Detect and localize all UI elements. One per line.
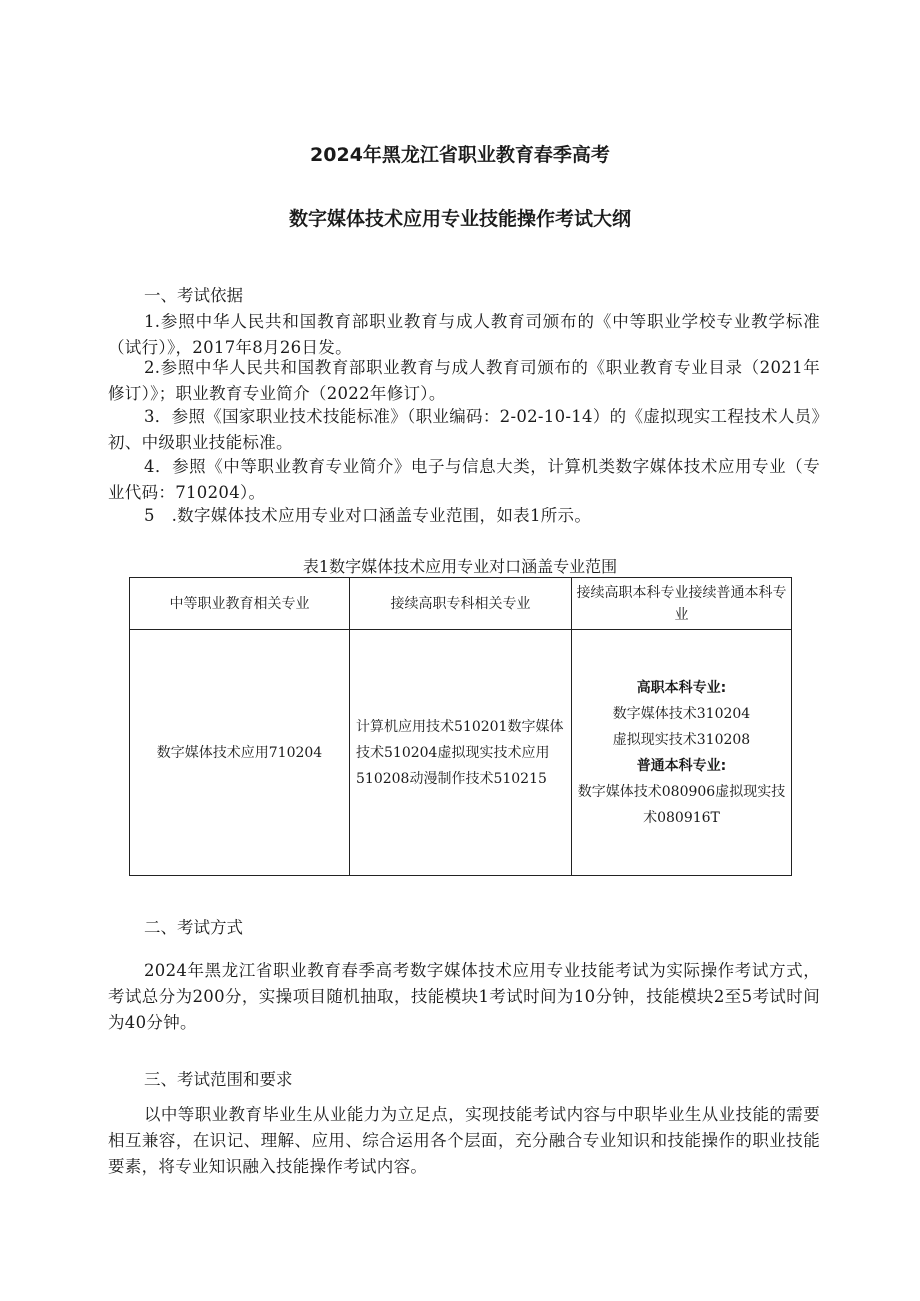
major-coverage-table bbox=[129, 577, 792, 876]
bachelor-major-line: 数字媒体技术310204 bbox=[612, 705, 751, 722]
section3-heading: 三、考试范围和要求 bbox=[144, 1070, 293, 1089]
table-row bbox=[130, 630, 792, 876]
document-subtitle: 数字媒体技术应用专业技能操作考试大纲 bbox=[288, 208, 631, 230]
table-header-row bbox=[130, 578, 792, 630]
basis-item-2: 2.参照中华人民共和国教育部职业教育与成人教育司颁布的《职业教育专业目录（2021年修订）》；职业教育专业简介（2022年修订）。 bbox=[108, 358, 820, 403]
bachelor-major-line: 数字媒体技术080906虚拟现实技术080916T bbox=[577, 783, 786, 826]
basis-item-5: 5 .数字媒体技术应用专业对口涵盖专业范围，如表1所示。 bbox=[144, 506, 592, 525]
section2-heading: 二、考试方式 bbox=[144, 918, 243, 937]
bachelor-major-line: 虚拟现实技术310208 bbox=[612, 731, 751, 748]
vocational-bachelor-label: 高职本科专业: bbox=[636, 679, 727, 696]
secondary-major-cell: 数字媒体技术应用710204 bbox=[130, 630, 350, 876]
bachelor-major-cell bbox=[572, 630, 792, 876]
section1-heading: 一、考试依据 bbox=[144, 286, 243, 305]
table-header-cell: 接续高职本科专业接续普通本科专业 bbox=[572, 578, 792, 630]
general-bachelor-label: 普通本科专业: bbox=[636, 757, 727, 774]
exam-scope-paragraph: 以中等职业教育毕业生从业能力为立足点，实现技能考试内容与中职毕业生从业技能的需要相互兼容，在识记、理解、应用、综合运用各个层面，充分融合专业知识和技能操作的职业技能要素，将专业知识融入技能操作考试内容。 bbox=[108, 1105, 820, 1176]
table-header-cell: 中等职业教育相关专业 bbox=[130, 578, 350, 630]
exam-method-paragraph: 2024年黑龙江省职业教育春季高考数字媒体技术应用专业技能考试为实际操作考试方式，考试总分为200分，实操项目随机抽取，技能模块1考试时间为10分钟，技能模块2至5考试时间为40分钟。 bbox=[108, 961, 820, 1032]
table-caption: 表1数字媒体技术应用专业对口涵盖专业范围 bbox=[302, 557, 618, 576]
basis-item-4: 4．参照《中等职业教育专业简介》电子与信息大类，计算机类数字媒体技术应用专业（专业代码：710204）。 bbox=[108, 457, 820, 502]
basis-item-3: 3．参照《国家职业技术技能标准》（职业编码：2-02-10-14）的《虚拟现实工程技术人员》初、中级职业技能标准。 bbox=[108, 407, 820, 452]
basis-item-1: 1.参照中华人民共和国教育部职业教育与成人教育司颁布的《中等职业学校专业教学标准（试行）》，2017年8月26日发。 bbox=[108, 312, 820, 357]
vocational-college-major-cell: 计算机应用技术510201数字媒体技术510204虚拟现实技术应用510208动漫制作技术510215 bbox=[350, 630, 572, 876]
document-title: 2024年黑龙江省职业教育春季高考 bbox=[310, 144, 610, 166]
table-header-cell: 接续高职专科相关专业 bbox=[350, 578, 572, 630]
